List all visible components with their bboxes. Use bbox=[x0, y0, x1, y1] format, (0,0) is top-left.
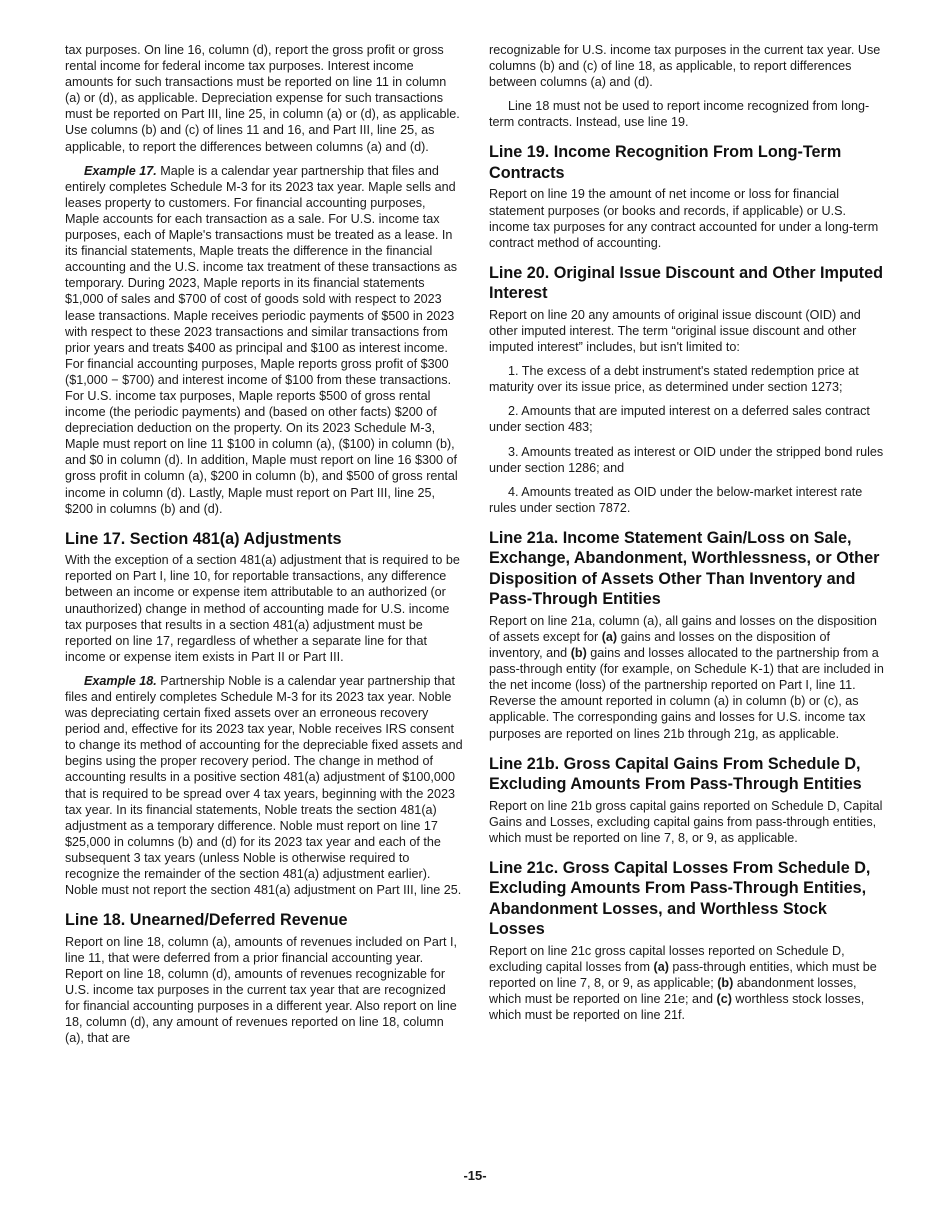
example-17-label: Example 17. bbox=[84, 163, 157, 178]
list-item-20-2: 2. Amounts that are imputed interest on a deferred sales contract under section 483; bbox=[489, 404, 870, 435]
right-column bbox=[489, 42, 887, 1031]
paragraph-line16-continued: tax purposes. On line 16, column (d), report the gross profit or gross rental income for federal income tax purposes. Interest income amounts for such transactions must be reported on line 11 in column (a) or (d), as applicable. Depreciation expense for such transactions must be reported on Part III, line 25, in column (a) or (d), as applicable. Use columns (b) and (c) of lines 11 and 16, and Part III, line 25, as applicable, to report the differences between columns (a) and (d). bbox=[65, 43, 460, 154]
bold-marker: (a) bbox=[601, 629, 618, 644]
bold-marker: (a) bbox=[653, 960, 669, 974]
example-17 bbox=[65, 163, 463, 517]
bold-marker: (b) bbox=[717, 976, 734, 991]
heading-line-17: Line 17. Section 481(a) Adjustments bbox=[65, 529, 342, 548]
list-item-20-4: 4. Amounts treated as OID under the below-market interest rate rules under section 7872. bbox=[489, 484, 863, 515]
example-18-text: Partnership Noble is a calendar year partnership that files and entirely completes Schedule M-3 for its 2023 tax year. Noble was depreciating certain fixed assets over an erroneous recovery period and, effective for its 2023 tax year, Noble receives IRS consent to change its method of accounting for the depreciable fixed assets and begins using the proper recovery period. The change in method of accounting results in a positive section 481(a) adjustment of $100,000 that is required to be spread over 4 tax years, beginning with the 2023 tax year. In its financial statements, Noble treats the section 481(a) adjustment as a temporary difference. Noble must report on line 17 $25,000 in columns (b) and (d) for its 2023 tax year and each of the subsequent 3 tax years (unless Noble is otherwise required to recognize the remainder of the section 481(a) adjustment earlier). Noble must not report the section 481(a) adjustment on Part III, line 25. bbox=[65, 673, 463, 898]
paragraph-line18-continued: recognizable for U.S. income tax purposes in the current tax year. Use columns (b) and (c) of line 18, as applicable, to report differences between columns (a) and (d). bbox=[489, 43, 881, 90]
example-18-label: Example 18. bbox=[84, 673, 157, 688]
text-run: Report on line 21a, column (a), all gains and losses on the disposition of assets except for bbox=[489, 613, 877, 644]
heading-line-20: Line 20. Original Issue Discount and Other Imputed Interest bbox=[489, 263, 883, 303]
bold-marker: (c) bbox=[716, 992, 732, 1007]
left-column bbox=[65, 42, 463, 1054]
page-number: -15- bbox=[463, 1168, 487, 1183]
list-item-20-3: 3. Amounts treated as interest or OID under the stripped bond rules under section 1286; and bbox=[489, 444, 884, 475]
text-run: worthless stock losses, which must be reported on line 21f. bbox=[489, 992, 865, 1023]
heading-line-21b: Line 21b. Gross Capital Gains From Schedule D, Excluding Amounts From Pass-Through Entities bbox=[489, 754, 862, 794]
paragraph-line18-note: Line 18 must not be used to report income recognized from long-term contracts. Instead, use line 19. bbox=[489, 99, 870, 130]
text-run: abandonment losses, which must be reported on line 21e; and bbox=[489, 976, 857, 1007]
example-17-text: Maple is a calendar year partnership that files and entirely completes Schedule M-3 for its 2023 tax year. Maple sells and leases property to customers. For financial accounting purposes, Maple accounts for each transaction as a sale. For U.S. income tax purposes, each of Maple's transactions must be treated as a lease. In its financial statements, Maple treats the difference in the financial accounting and the U.S. income tax treatment of these transactions as temporary. During 2023, Maple reports in its financial statements $1,000 of sales and $700 of cost of goods sold with respect to 2023 lease transactions. Maple receives periodic payments of $500 in 2023 with respect to these 2023 transactions and similar transactions from prior years and treats $400 as principal and $100 as interest income. For financial accounting purposes, Maple reports gross profit of $300 ($1,000 − $700) and interest income of $100 from these transactions. For U.S. income tax purposes, Maple reports $500 of gross rental income (the periodic payments) and (based on other facts) $200 of depreciation deduction on the property. On its 2023 Schedule M-3, Maple must report on line 11 $100 in column (a), ($100) in column (b), and $0 in column (d). In addition, Maple must report on line 16 $300 of gross profit in column (a), $200 in column (b), and $500 of gross rental income in column (d). Lastly, Maple must report on Part III, line 25, $200 in columns (b) and (d). bbox=[65, 163, 458, 516]
paragraph-line-21a bbox=[489, 613, 887, 742]
heading-line-19: Line 19. Income Recognition From Long-Term Contracts bbox=[489, 143, 842, 182]
text-run: Report on line 21c gross capital losses reported on Schedule D, excluding capital losses from bbox=[489, 943, 845, 974]
paragraph-line-17: With the exception of a section 481(a) adjustment that is required to be reported on Part I, line 10, for reportable transactions, any difference between an income or expense item attributable to an authorized (or unauthorized) change in method of accounting made for U.S. income tax purposes that results in a section 481(a) adjustment must be reported on line 17, regardless of whether a separate line for that income or expense item exists in Part II or Part III. bbox=[65, 553, 460, 664]
text-run: pass-through entities, which must be reported on line 7, 8, or 9, as applicable; bbox=[489, 960, 877, 991]
text-run: gains and losses on the disposition of inventory, and bbox=[489, 629, 830, 661]
paragraph-line-20: Report on line 20 any amounts of original issue discount (OID) and other imputed interest. The term “original issue discount and other imputed interest” includes, but isn't limited to: bbox=[489, 307, 861, 355]
paragraph-line-21b: Report on line 21b gross capital gains reported on Schedule D, Capital Gains and Losses, excluding capital gains from pass-through entities, which must be reported on line 7, 8, or 9, as applicable. bbox=[489, 798, 883, 845]
paragraph-line-21c bbox=[489, 943, 887, 1023]
bold-marker: (b) bbox=[570, 646, 587, 661]
heading-line-21c: Line 21c. Gross Capital Losses From Schedule D, Excluding Amounts From Pass-Through Entities, Abandonment Losses, and Worthless Stock Losses bbox=[489, 858, 871, 939]
heading-line-21a: Line 21a. Income Statement Gain/Loss on Sale, Exchange, Abandonment, Worthlessness, or Other Disposition of Assets Other Than Inventory and Pass-Through Entities bbox=[489, 528, 880, 609]
list-item-20-1: 1. The excess of a debt instrument's stated redemption price at maturity over its issue price, as determined under section 1273; bbox=[489, 364, 859, 395]
paragraph-line-19: Report on line 19 the amount of net income or loss for financial statement purposes (or books and records, if applicable) or U.S. income tax purposes for any contract accounted for under a long-term contract method of accounting. bbox=[489, 187, 879, 250]
heading-line-18: Line 18. Unearned/Deferred Revenue bbox=[65, 911, 348, 930]
text-run: gains and losses allocated to the partnership from a pass-through entity (for example, on Schedule K-1) that are included in the net income (loss) of the partnership reported on Part I, line 11. Reverse the amount reported in column (a) in column (b) or (c), as applicable. The corresponding gains and losses for U.S. income tax purposes are reported on lines 21b through 21g, as applicable. bbox=[489, 646, 884, 741]
example-18 bbox=[65, 673, 463, 898]
paragraph-line-18: Report on line 18, column (a), amounts of revenues included on Part I, line 11, that were deferred from a prior financial accounting year. Report on line 18, column (d), amounts of revenues recognizable for U.S. income tax purposes in the current tax year that are recognized for financial accounting purposes in a different year. Also report on line 18, column (d), any amount of revenues reported on line 18, column (a), that are bbox=[65, 934, 458, 1046]
